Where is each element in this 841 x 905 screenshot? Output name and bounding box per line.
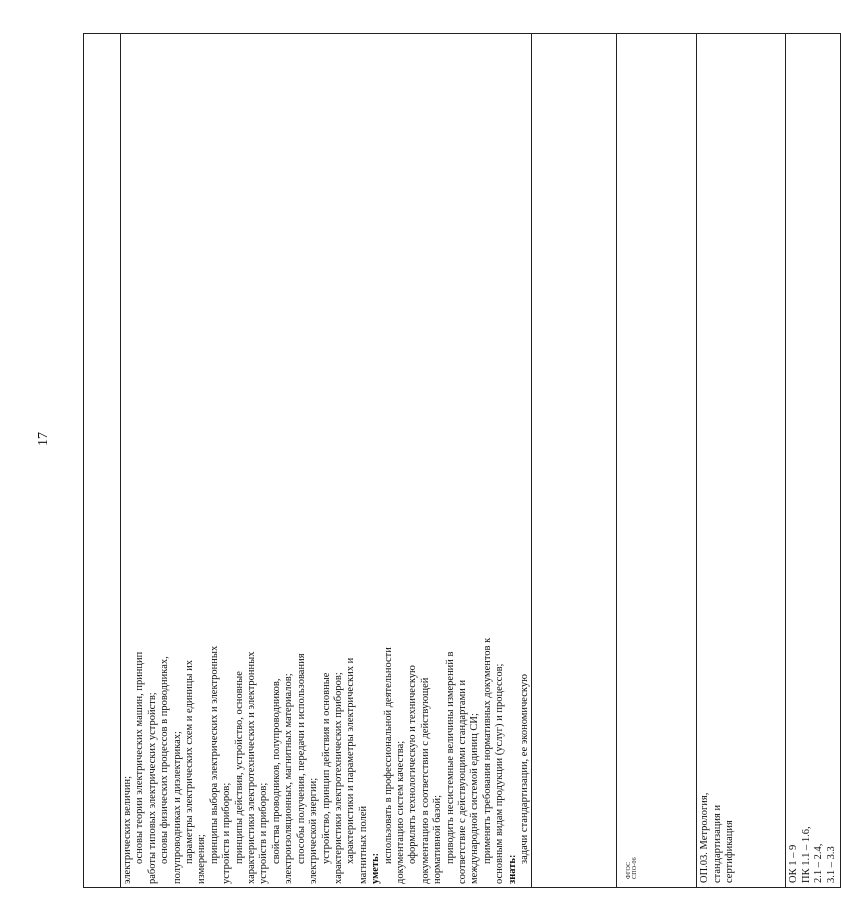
content-line: нормативной базой;: [432, 794, 444, 884]
content-line: измерения;: [196, 834, 208, 884]
competency-cell: [786, 34, 841, 888]
footer-label: ФГОС СПО-06: [626, 857, 638, 879]
content-line: характеристики электротехнических приборов;: [332, 672, 344, 884]
content-line: задачи стандартизации, ее экономическую: [519, 674, 530, 864]
discipline-line: стандартизация и: [711, 804, 723, 883]
content-line: основным видам продукции (услуг) и процессов;: [494, 663, 506, 884]
class-hours-cell: [617, 34, 697, 888]
page-number: 17: [36, 432, 51, 446]
content-line: электроизоляционных, магнитных материалов;: [283, 673, 295, 884]
curriculum-table: [83, 33, 841, 888]
content-line: документацию систем качества;: [394, 740, 406, 884]
content-line: электрической энергии;: [308, 777, 320, 884]
content-line: устройств и приборов;: [258, 782, 270, 884]
content-line: принципы действия, устройство, основные: [233, 671, 245, 864]
content-lines: [121, 32, 531, 887]
content-line: знать:: [506, 854, 518, 884]
content-line: применять требования нормативных документов к: [481, 637, 493, 864]
content-line: характеристики и параметры электрических и: [345, 657, 357, 864]
content-line: принципы выбора электрических и электронных: [208, 645, 220, 864]
content-line: приводить несистемные величины измерений в: [444, 651, 456, 864]
content-line: полупроводниках и диэлектриках;: [171, 731, 183, 884]
index-cell: [84, 34, 121, 888]
index-row: [84, 34, 121, 888]
hours-row-2: [617, 34, 697, 888]
content-line: уметь:: [370, 852, 382, 884]
discipline-cell: [697, 34, 786, 888]
competency-codes: [786, 34, 840, 887]
content-line: электрических величин;: [122, 775, 133, 884]
content-line: использовать в профессиональной деятельности: [382, 647, 394, 864]
content-cell: [121, 34, 532, 888]
discipline-name: [697, 34, 738, 887]
max-hours-cell: [532, 34, 617, 888]
discipline-line: ОП.03. Метрология,: [699, 792, 711, 883]
competency-row: [786, 34, 841, 888]
discipline-row: [697, 34, 786, 888]
content-line: свойства проводников, полупроводников,: [270, 678, 282, 864]
content-line: параметры электрических схем и единицы их: [184, 660, 196, 864]
content-line: основы теории электрических машин, принцип: [134, 651, 146, 864]
content-line: документацию в соответствии с действующей: [419, 677, 431, 884]
content-line: устройств и приборов;: [221, 782, 233, 884]
content-line: способы получения, передачи и использования: [295, 653, 307, 864]
competency-line: ПК 1.1 – 1.6,: [800, 826, 812, 883]
hours-row-1: [532, 34, 617, 888]
competency-line: 2.1 – 2.4,: [813, 843, 825, 883]
content-line: магнитных полей: [357, 805, 369, 884]
content-line: соответствие с действующими стандартами и: [456, 679, 468, 884]
discipline-line: сертификация: [724, 820, 736, 883]
content-line: международной системой единиц СИ;: [469, 713, 481, 884]
content-line: оформлять технологическую и техническую: [407, 665, 419, 864]
content-row: [121, 34, 532, 888]
content-line: работы типовых электрических устройств;: [146, 692, 158, 884]
content-line: устройство, принцип действия и основные: [320, 672, 332, 864]
competency-line: 3.1 – 3.3: [825, 846, 837, 883]
competency-line: ОК 1 – 9: [788, 844, 800, 883]
content-line: основы физических процессов в проводниках,: [159, 656, 171, 864]
content-line: характеристики электротехнических и электронных: [246, 651, 258, 884]
